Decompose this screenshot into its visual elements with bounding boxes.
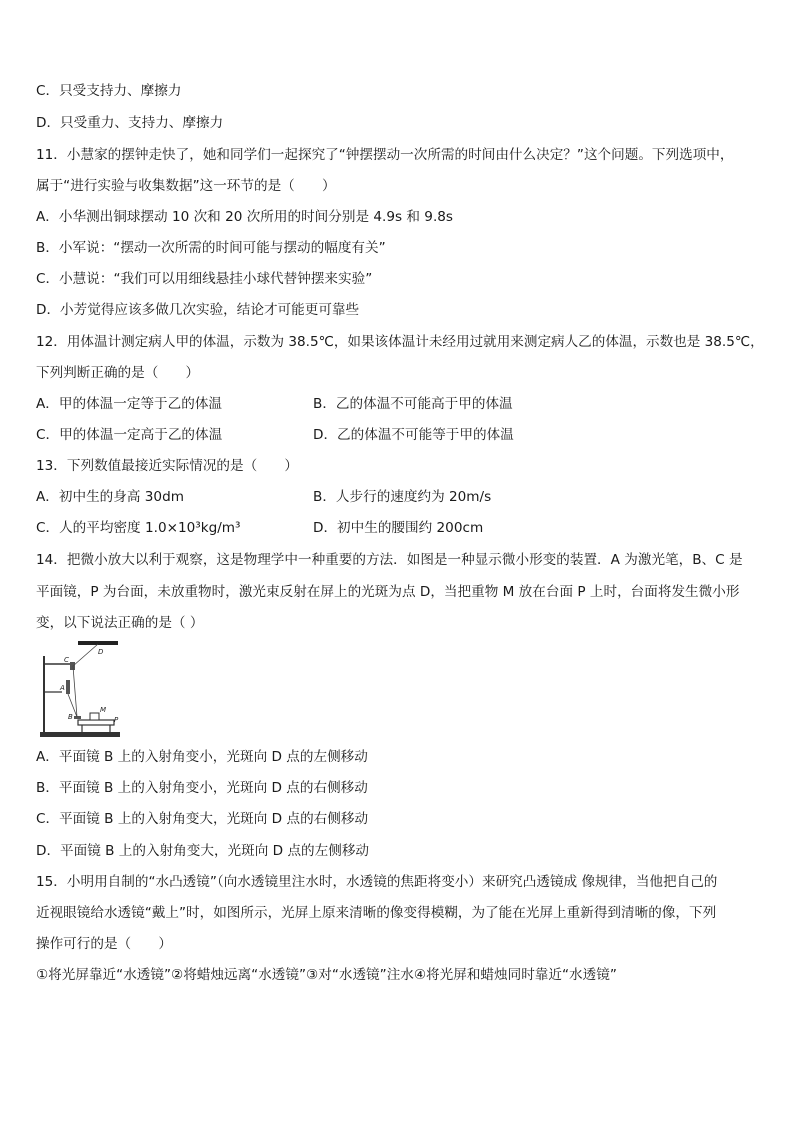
label-p: P xyxy=(114,716,119,724)
mirror-b xyxy=(74,716,81,719)
q12-option-c: C．甲的体温一定高于乙的体温 xyxy=(36,427,223,443)
q14-option-b: B．平面镜 B 上的入射角变小，光斑向 D 点的右侧移动 xyxy=(36,780,368,796)
q15-stem-1: 15．小明用自制的“水凸透镜”（向水透镜里注水时，水透镜的焦距将变小）来研究凸透镜成 像规律，当他把自己的 xyxy=(36,874,718,890)
label-d: D xyxy=(98,648,104,656)
q14-stem-2: 平面镜，P 为台面，未放重物时，激光束反射在屏上的光斑为点 D，当把重物 M 放在台面 P 上时，台面将发生微小形 xyxy=(36,584,740,600)
q13-option-b: B．人步行的速度约为 20m/s xyxy=(313,489,492,505)
label-b: B xyxy=(68,713,73,721)
q14-stem-1: 14．把微小放大以利于观察，这是物理学中一种重要的方法．如图是一种显示微小形变的装置．A 为激光笔，B、C 是 xyxy=(36,552,743,568)
deformation-apparatus-figure xyxy=(38,640,122,740)
mirror-c xyxy=(70,662,75,670)
q15-stem-3: 操作可行的是（ ） xyxy=(36,936,172,952)
line-c-prev: C．只受支持力、摩擦力 xyxy=(36,83,182,99)
table-p xyxy=(78,720,114,725)
line-d-prev: D．只受重力、支持力、摩擦力 xyxy=(36,115,224,131)
q11-option-a: A．小华测出铜球摆动 10 次和 20 次所用的时间分别是 4.9s 和 9.8s xyxy=(36,209,454,225)
q12-stem-2: 下列判断正确的是（ ） xyxy=(36,365,200,381)
q12-option-a: A．甲的体温一定等于乙的体温 xyxy=(36,396,223,412)
label-c: C xyxy=(64,656,69,664)
q13-option-a: A．初中生的身高 30dm xyxy=(36,489,184,505)
q14-option-a: A．平面镜 B 上的入射角变小，光斑向 D 点的左侧移动 xyxy=(36,749,368,765)
q12-stem-1: 12．用体温计测定病人甲的体温，示数为 38.5℃，如果该体温计未经用过就用来测定病人乙的体温，示数也是 38.5℃， xyxy=(36,334,764,350)
label-m: M xyxy=(100,706,107,714)
q13-option-d: D．初中生的腰围约 200cm xyxy=(313,520,484,536)
q14-option-c: C．平面镜 B 上的入射角变大，光斑向 D 点的右侧移动 xyxy=(36,811,369,827)
q14-option-d: D．平面镜 B 上的入射角变大，光斑向 D 点的左侧移动 xyxy=(36,843,370,859)
q14-stem-3: 变，以下说法正确的是（ ） xyxy=(36,615,204,631)
q13-option-c: C．人的平均密度 1.0×10³kg/m³ xyxy=(36,520,241,536)
q11-option-c: C．小慧说：“我们可以用细线悬挂小球代替钟摆来实验” xyxy=(36,271,373,287)
q15-stem-2: 近视眼镜给水透镜“戴上”时，如图所示，光屏上原来清晰的像变得模糊，为了能在光屏上重新得到清晰的像，下列 xyxy=(36,905,717,921)
q11-stem-1: 11．小慧家的摆钟走快了，她和同学们一起探究了“钟摆摆动一次所需的时间由什么决定？”这个问题。下列选项中， xyxy=(36,147,734,163)
laser-beam xyxy=(68,644,98,717)
stand-base xyxy=(40,732,120,737)
weight-m xyxy=(90,713,99,720)
q15-choices: ①将光屏靠近“水透镜”②将蜡烛远离“水透镜”③对“水透镜”注水④将光屏和蜡烛同时靠近“水透镜” xyxy=(36,967,617,983)
laser-pen-a xyxy=(66,680,70,694)
q13-stem: 13．下列数值最接近实际情况的是（ ） xyxy=(36,458,298,474)
q11-option-d: D．小芳觉得应该多做几次实验，结论才可能更可靠些 xyxy=(36,302,360,318)
q11-option-b: B．小军说：“摆动一次所需的时间可能与摆动的幅度有关” xyxy=(36,240,386,256)
q12-option-b: B．乙的体温不可能高于甲的体温 xyxy=(313,396,513,412)
q12-option-d: D．乙的体温不可能等于甲的体温 xyxy=(313,427,514,443)
label-a: A xyxy=(60,684,65,692)
q11-stem-2: 属于“进行实验与收集数据”这一环节的是（ ） xyxy=(36,178,336,194)
